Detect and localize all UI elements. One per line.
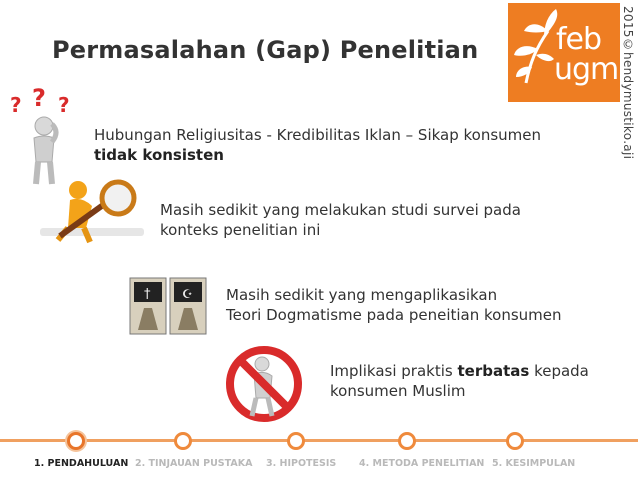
point-4-line-2: konsumen Muslim bbox=[330, 382, 466, 400]
confused-person-question-marks-icon bbox=[8, 88, 84, 188]
logo-text-feb: feb bbox=[556, 22, 602, 57]
logo-text-ugm: ugm bbox=[554, 52, 619, 87]
point-1-text bbox=[94, 125, 541, 165]
point-4-text bbox=[330, 361, 589, 401]
navigation-line bbox=[0, 439, 638, 442]
point-2-line-1: Masih sedikit yang melakukan studi survei pada bbox=[160, 201, 521, 219]
svg-text:†: † bbox=[144, 287, 151, 302]
nav-item-tinjauan-pustaka[interactable]: 2. TINJAUAN PUSTAKA bbox=[135, 458, 253, 469]
religious-figures-pictures-icon bbox=[128, 276, 210, 342]
point-2-text bbox=[160, 200, 521, 240]
point-1-line-1: Hubungan Religiusitas - Kredibilitas Iklan – Sikap konsumen bbox=[94, 126, 542, 144]
point-4-text-pre: Implikasi praktis bbox=[330, 362, 458, 380]
nav-dot-pendahuluan[interactable] bbox=[67, 432, 85, 450]
nav-dot-metoda-penelitian[interactable] bbox=[398, 432, 416, 450]
point-1-bold: tidak konsisten bbox=[94, 146, 224, 164]
point-3-text bbox=[226, 285, 562, 325]
feb-ugm-logo bbox=[508, 3, 620, 102]
point-4-text-post: kepada bbox=[529, 362, 589, 380]
prohibited-sign-person-icon bbox=[222, 344, 306, 424]
point-2-line-2: konteks penelitian ini bbox=[160, 221, 321, 239]
nav-dot-tinjauan-pustaka[interactable] bbox=[174, 432, 192, 450]
nav-item-metoda-penelitian[interactable]: 4. METODA PENELITIAN bbox=[359, 458, 485, 469]
svg-text:?: ? bbox=[10, 93, 22, 117]
slide-title: Permasalahan (Gap) Penelitian bbox=[52, 36, 479, 64]
point-3-line-1: Masih sedikit yang mengaplikasikan bbox=[226, 286, 498, 304]
svg-text:☪: ☪ bbox=[182, 287, 193, 301]
svg-text:?: ? bbox=[32, 88, 46, 112]
nav-dot-kesimpulan[interactable] bbox=[506, 432, 524, 450]
point-4-bold: terbatas bbox=[457, 362, 530, 380]
nav-item-pendahuluan[interactable]: 1. PENDAHULUAN bbox=[34, 458, 129, 469]
nav-dot-hipotesis[interactable] bbox=[287, 432, 305, 450]
point-4-line-1 bbox=[330, 361, 589, 381]
nav-item-kesimpulan[interactable]: 5. KESIMPULAN bbox=[492, 458, 576, 469]
point-3-line-2: Teori Dogmatisme pada peneitian konsumen bbox=[226, 306, 562, 324]
copyright-credit: 2015©hendymustiko.aji bbox=[621, 6, 635, 160]
svg-text:?: ? bbox=[58, 93, 70, 117]
nav-item-hipotesis[interactable]: 3. HIPOTESIS bbox=[266, 458, 337, 469]
magnifying-glass-person-icon bbox=[40, 176, 144, 248]
